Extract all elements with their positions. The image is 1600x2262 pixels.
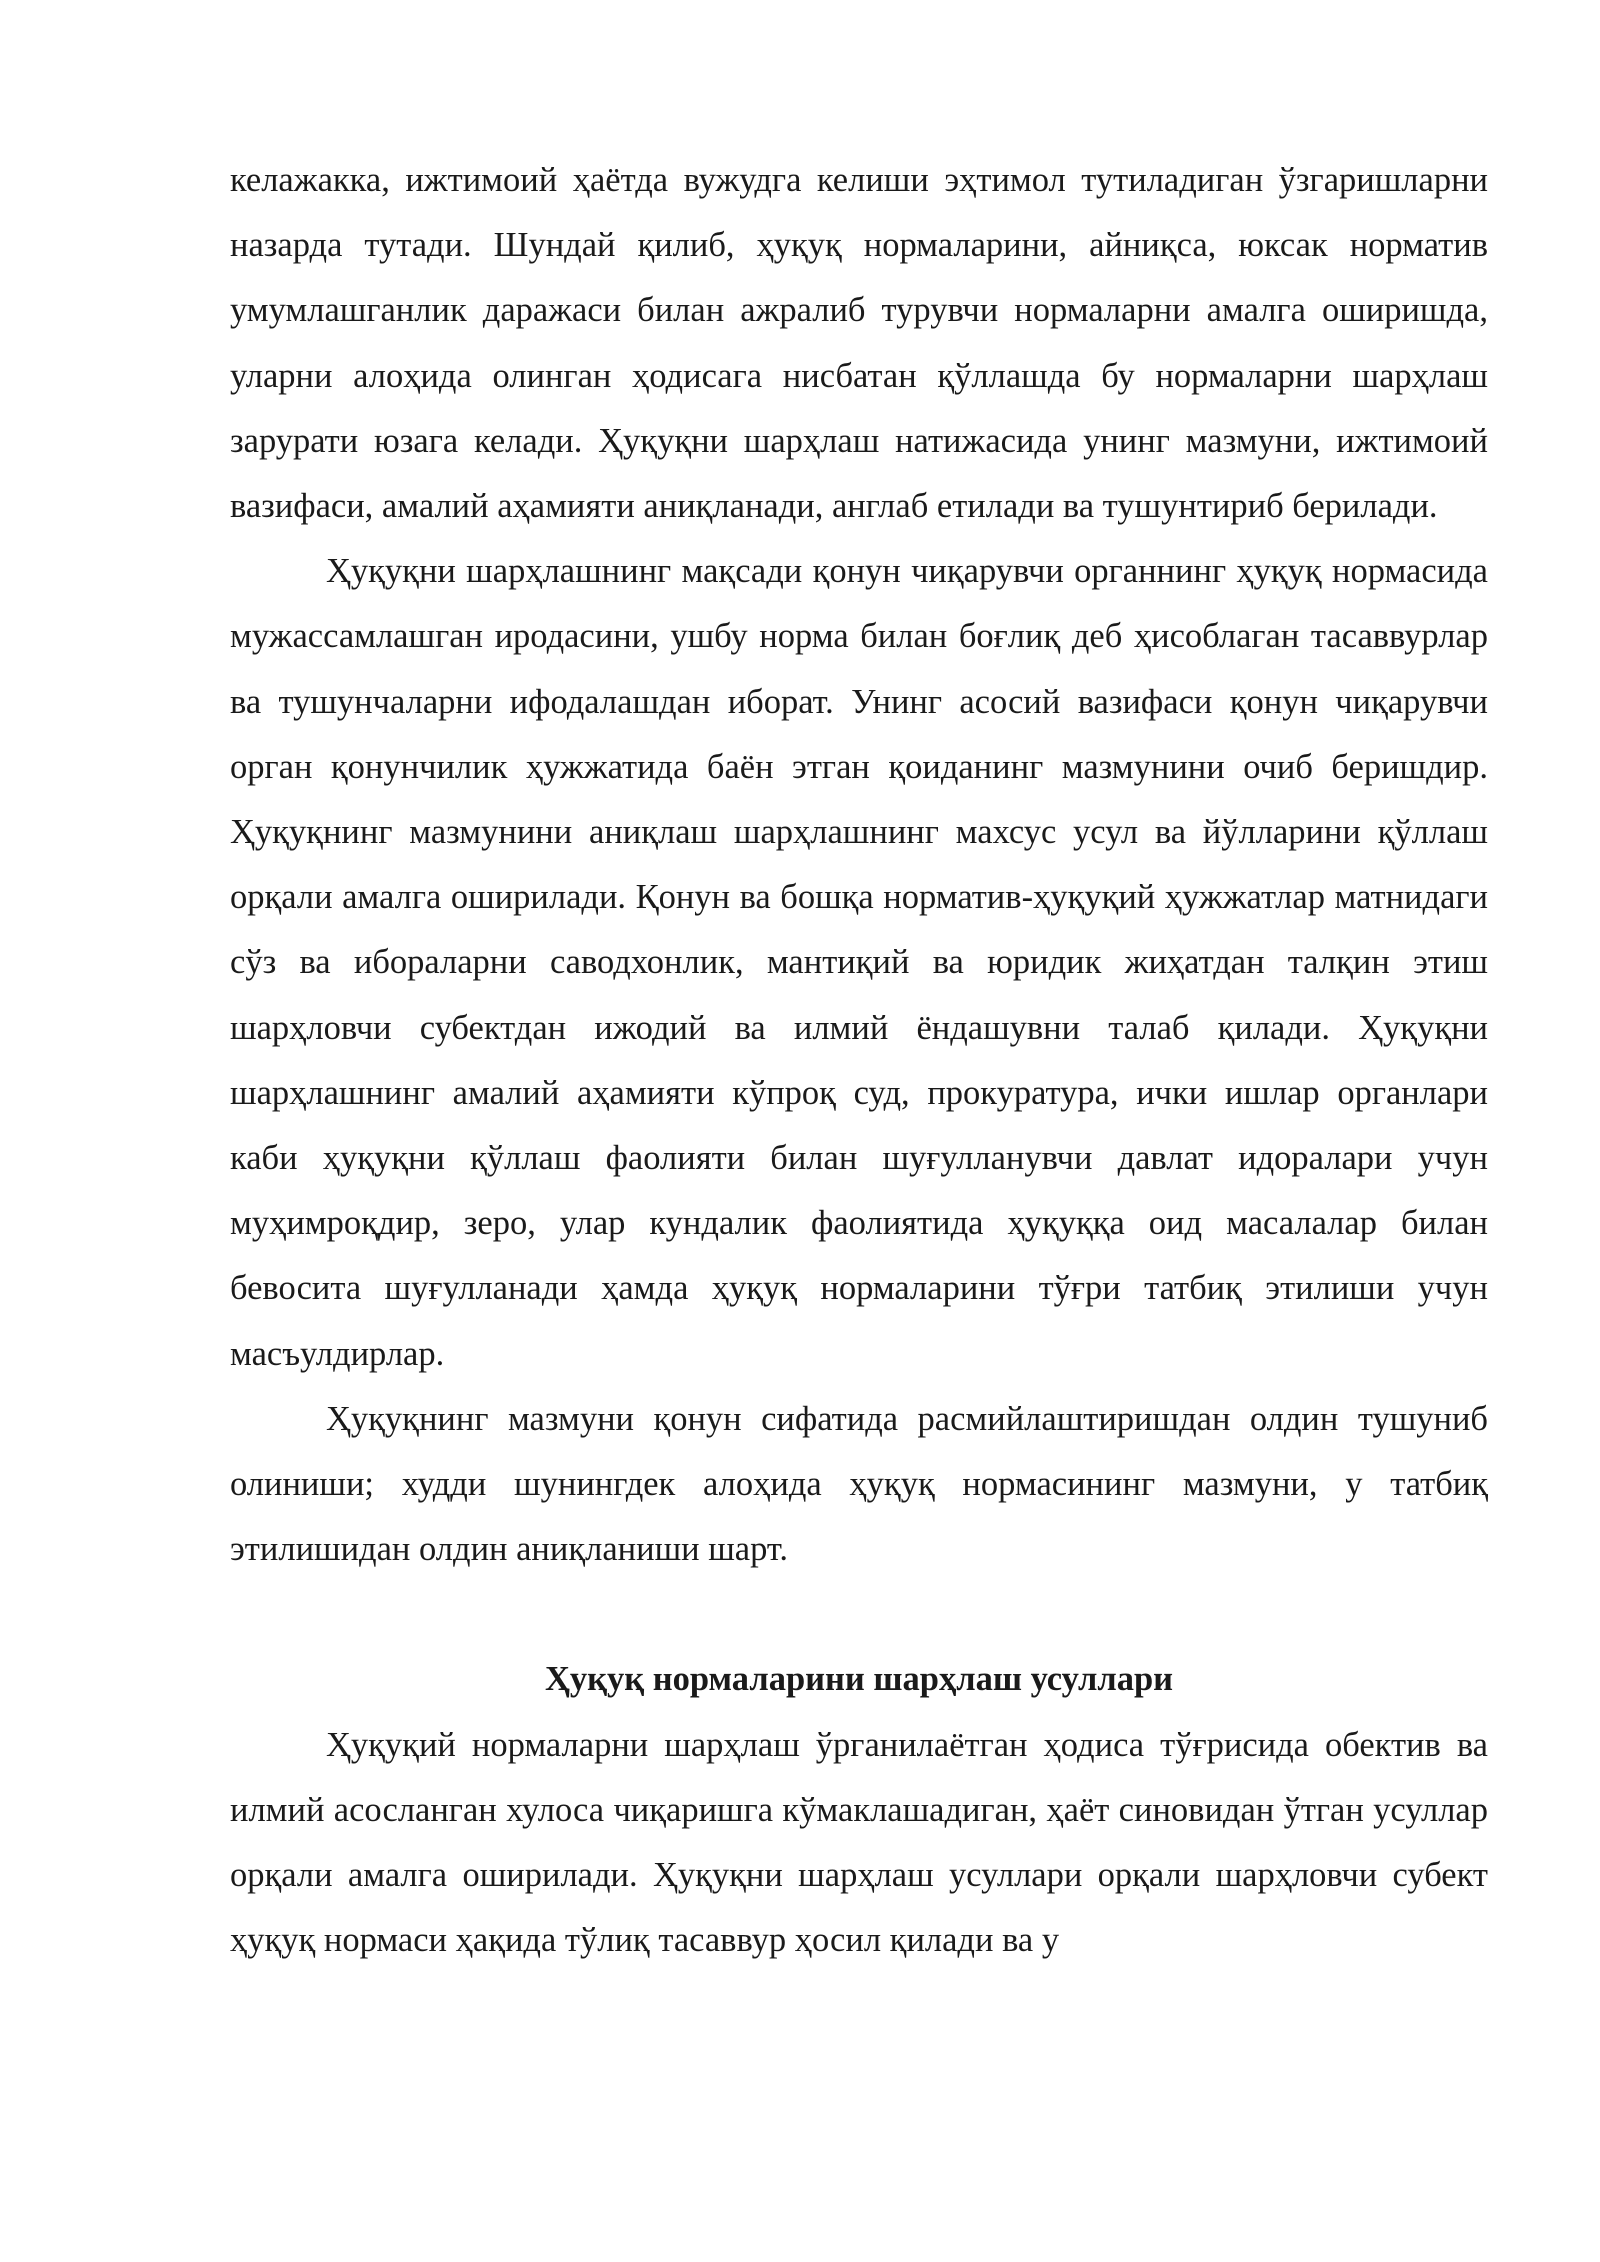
paragraph-1: келажакка, ижтимоий ҳаётда вужудга келиши эҳтимол тутиладиган ўзгаришларни назарда тутади. Шундай қилиб, ҳуқуқ нормаларини, айниқса, юксак норматив умумлашганлик даражаси билан ажралиб турувчи нормаларни амалга оширишда, уларни алоҳида олинган ҳодисага нисбатан қўллашда бу нормаларни шарҳлаш зарурати юзага келади. Ҳуқуқни шарҳлаш натижасида унинг мазмуни, ижтимоий вазифаси, амалий аҳамияти аниқланади, англаб етилади ва тушунтириб берилади. [230,161,1488,526]
paragraph-3: Ҳуқуқнинг мазмуни қонун сифатида расмийлаштиришдан олдин тушуниб олиниши; худди шунингдек алоҳида ҳуқуқ нормасининг мазмуни, у татбиқ этилишидан олдин аниқланиши шарт. [230,1399,1488,1569]
paragraph-4: Ҳуқуқий нормаларни шарҳлаш ўрганилаётган ҳодиса тўғрисида обектив ва илмий асосланган хулоса чиқаришга кўмаклашадиган, ҳаёт синовидан ўтган усуллар орқали амалга оширилади. Ҳуқуқни шарҳлаш усуллари орқали шарҳловчи субект ҳуқуқ нормаси ҳақида тўлиқ тасаввур ҳосил қилади ва у [230,1725,1488,1960]
section-spacer [230,1582,1488,1647]
document-body [230,148,1488,1973]
paragraph-2: Ҳуқуқни шарҳлашнинг мақсади қонун чиқарувчи органнинг ҳуқуқ нормасида мужассамлашган иродасини, ушбу норма билан боғлиқ деб ҳисоблаган тасаввурлар ва тушунчаларни ифодалашдан иборат. Унинг асосий вазифаси қонун чиқарувчи орган қонунчилик ҳужжатида баён этган қоиданинг мазмунини очиб беришдир. Ҳуқуқнинг мазмунини аниқлаш шарҳлашнинг махсус усул ва йўлларини қўллаш орқали амалга оширилади. Қонун ва бошқа норматив-ҳуқуқий ҳужжатлар матнидаги сўз ва ибораларни саводхонлик, мантиқий ва юридик жиҳатдан талқин этиш шарҳловчи субектдан ижодий ва илмий ёндашувни талаб қилади. Ҳуқуқни шарҳлашнинг амалий аҳамияти кўпроқ суд, прокуратура, ички ишлар органлари каби ҳуқуқни қўллаш фаолияти билан шуғулланувчи давлат идоралари учун муҳимроқдир, зеро, улар кундалик фаолиятида ҳуқуққа оид масалалар билан бевосита шуғулланади ҳамда ҳуқуқ нормаларини тўғри татбиқ этилиши учун масъулдирлар. [230,552,1488,1373]
section-heading: Ҳуқуқ нормаларини шарҳлаш усуллари [544,1660,1174,1699]
